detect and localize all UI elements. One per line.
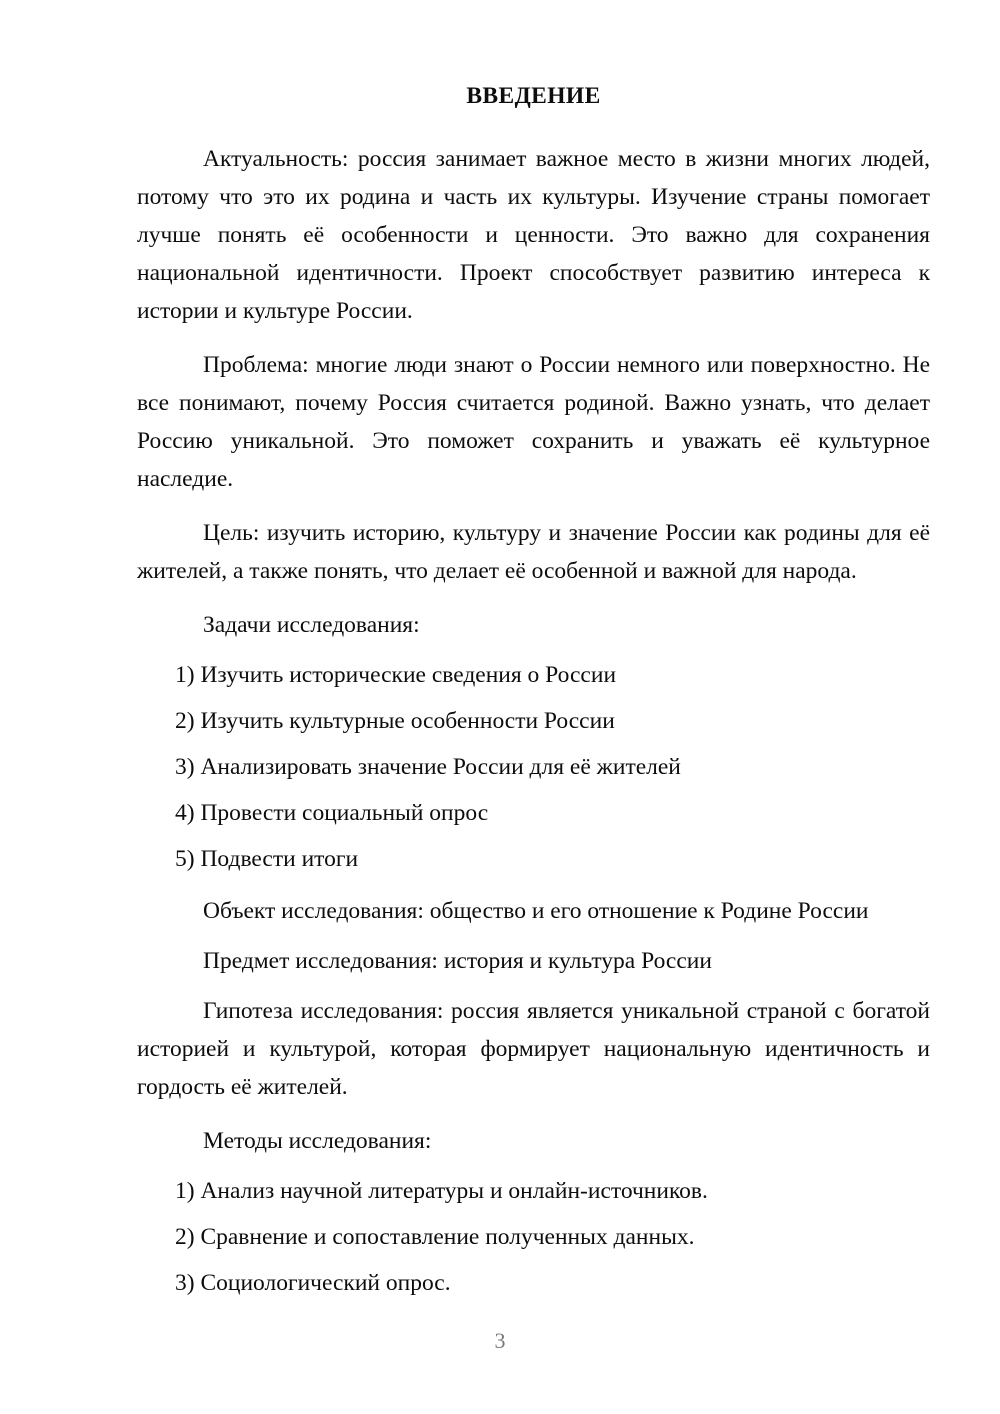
- heading-methods: Методы исследования:: [203, 1128, 432, 1155]
- paragraph-object: Объект исследования: общество и его отношение к Родине России: [203, 898, 869, 925]
- list-item: 1) Изучить исторические сведения о России: [175, 662, 617, 689]
- list-item: 4) Провести социальный опрос: [175, 800, 489, 827]
- document-body: [137, 82, 930, 1306]
- spacer: [137, 338, 930, 346]
- heading-tasks: Задачи исследования:: [203, 612, 420, 639]
- spacer: [137, 934, 930, 942]
- page-number: 3: [494, 1328, 506, 1353]
- list-item: 2) Сравнение и сопоставление полученных данных.: [175, 1224, 695, 1251]
- spacer: [137, 598, 930, 606]
- paragraph-subject: Предмет исследования: история и культура России: [203, 948, 712, 975]
- page-title: ВВЕДЕНИЕ: [466, 83, 601, 109]
- list-item: 5) Подвести итоги: [175, 846, 359, 873]
- spacer: [137, 1114, 930, 1122]
- paragraph-relevance: Актуальность: россия занимает важное место в жизни многих людей, потому что это их родина и часть их культуры. Изучение страны помогает лучше понять её особенности и ценности. Это важно для сохранения национальной идентичности. Проект способствует развитию интереса к истории и культуре России.: [137, 146, 930, 325]
- paragraph-hypothesis: Гипотеза исследования: россия является уникальной страной с богатой историей и культурой, которая формирует национальную идентичность и гордость её жителей.: [137, 998, 930, 1101]
- spacer: [137, 506, 930, 514]
- list-item: 3) Анализировать значение России для её жителей: [175, 754, 681, 781]
- paragraph-problem: Проблема: многие люди знают о России немного или поверхностно. Не все понимают, почему Россия считается родиной. Важно узнать, что делает Россию уникальной. Это поможет сохранить и уважать её культурное наследие.: [137, 352, 930, 493]
- spacer: [137, 984, 930, 992]
- paragraph-goal: Цель: изучить историю, культуру и значение России как родины для её жителей, а также понять, что делает её особенной и важной для народа.: [137, 520, 930, 585]
- spacer: [137, 882, 930, 892]
- list-item: 3) Социологический опрос.: [175, 1270, 451, 1297]
- list-item: 2) Изучить культурные особенности России: [175, 708, 615, 735]
- tasks-list: [137, 652, 930, 882]
- list-item: 1) Анализ научной литературы и онлайн-источников.: [175, 1178, 708, 1205]
- methods-list: [137, 1168, 930, 1306]
